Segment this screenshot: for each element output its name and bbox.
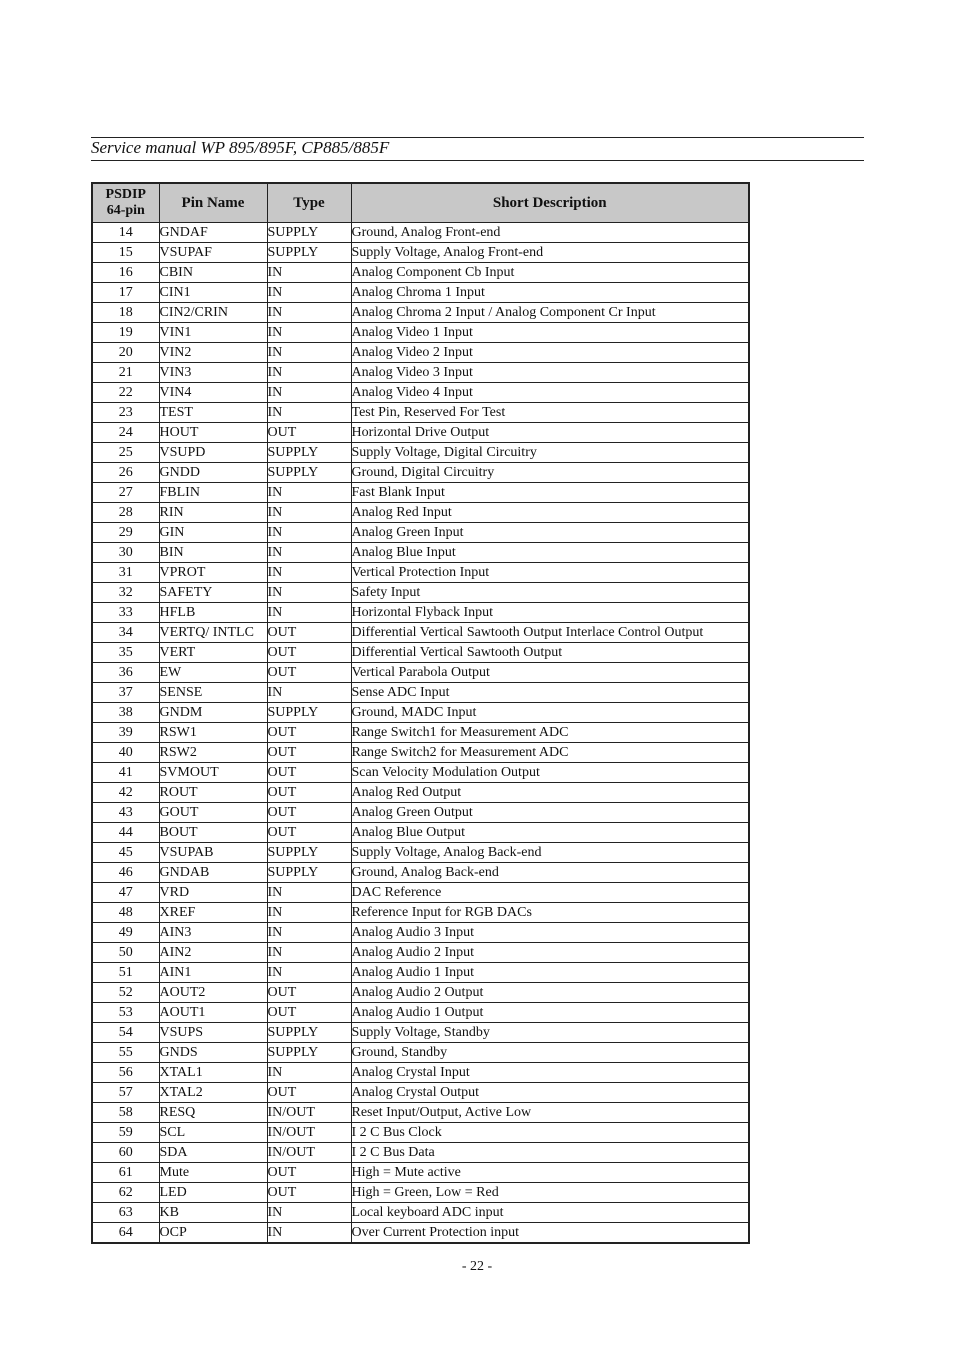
pin-number-cell: 53: [92, 1003, 159, 1023]
pin-number-cell: 31: [92, 563, 159, 583]
column-header-pin-line1: PSDIP: [105, 187, 146, 202]
pin-type-cell: SUPPLY: [267, 443, 351, 463]
pin-name-cell: VIN3: [159, 363, 267, 383]
pin-type-cell: IN: [267, 923, 351, 943]
pin-description-cell: Range Switch1 for Measurement ADC: [351, 723, 749, 743]
pin-type-cell: IN: [267, 523, 351, 543]
table-row: [92, 743, 749, 763]
pin-number-cell: 29: [92, 523, 159, 543]
pin-number-cell: 47: [92, 883, 159, 903]
pin-type-cell: SUPPLY: [267, 703, 351, 723]
pin-type-cell: SUPPLY: [267, 843, 351, 863]
table-row: [92, 883, 749, 903]
pin-name-cell: TEST: [159, 403, 267, 423]
pin-type-cell: IN: [267, 903, 351, 923]
table-row: [92, 223, 749, 243]
pin-type-cell: OUT: [267, 1183, 351, 1203]
table-row: [92, 583, 749, 603]
pin-number-cell: 55: [92, 1043, 159, 1063]
pin-number-cell: 35: [92, 643, 159, 663]
pin-type-cell: IN: [267, 683, 351, 703]
pin-number-cell: 60: [92, 1143, 159, 1163]
pin-description-cell: Ground, Analog Front-end: [351, 223, 749, 243]
pin-number-cell: 52: [92, 983, 159, 1003]
pin-number-cell: 17: [92, 283, 159, 303]
pin-number-cell: 27: [92, 483, 159, 503]
pin-name-cell: GNDM: [159, 703, 267, 723]
pin-description-cell: Vertical Protection Input: [351, 563, 749, 583]
pin-name-cell: VIN1: [159, 323, 267, 343]
pin-name-cell: GNDAB: [159, 863, 267, 883]
pin-name-cell: VPROT: [159, 563, 267, 583]
pin-description-cell: Analog Audio 1 Input: [351, 963, 749, 983]
pin-description-cell: Analog Chroma 2 Input / Analog Component Cr Input: [351, 303, 749, 323]
table-row: [92, 483, 749, 503]
pin-description-cell: Ground, Standby: [351, 1043, 749, 1063]
pin-description-cell: Analog Video 2 Input: [351, 343, 749, 363]
pin-description-cell: Differential Vertical Sawtooth Output: [351, 643, 749, 663]
pin-number-cell: 44: [92, 823, 159, 843]
pin-name-cell: VRD: [159, 883, 267, 903]
document-header: [91, 137, 864, 161]
table-row: [92, 923, 749, 943]
pin-description-cell: I 2 C Bus Clock: [351, 1123, 749, 1143]
pin-name-cell: AOUT2: [159, 983, 267, 1003]
pin-name-cell: VSUPD: [159, 443, 267, 463]
pin-name-cell: GNDAF: [159, 223, 267, 243]
document-title: Service manual WP 895/895F, CP885/885F: [91, 138, 390, 157]
pin-description-cell: Analog Audio 3 Input: [351, 923, 749, 943]
table-row: [92, 503, 749, 523]
pin-description-cell: Analog Audio 2 Output: [351, 983, 749, 1003]
table-row: [92, 1063, 749, 1083]
pin-type-cell: IN/OUT: [267, 1123, 351, 1143]
table-row: [92, 703, 749, 723]
pin-number-cell: 56: [92, 1063, 159, 1083]
pin-name-cell: LED: [159, 1183, 267, 1203]
table-row: [92, 903, 749, 923]
pin-name-cell: VIN2: [159, 343, 267, 363]
pin-type-cell: OUT: [267, 803, 351, 823]
pin-type-cell: IN: [267, 543, 351, 563]
table-row: [92, 283, 749, 303]
table-row: [92, 403, 749, 423]
pin-number-cell: 58: [92, 1103, 159, 1123]
pin-name-cell: GNDS: [159, 1043, 267, 1063]
pin-description-cell: High = Green, Low = Red: [351, 1183, 749, 1203]
pin-number-cell: 19: [92, 323, 159, 343]
pin-name-cell: SDA: [159, 1143, 267, 1163]
pin-description-cell: Analog Red Input: [351, 503, 749, 523]
pin-number-cell: 32: [92, 583, 159, 603]
table-row: [92, 783, 749, 803]
pin-name-cell: OCP: [159, 1223, 267, 1244]
pin-number-cell: 49: [92, 923, 159, 943]
pin-type-cell: IN: [267, 503, 351, 523]
pin-description-cell: Sense ADC Input: [351, 683, 749, 703]
pin-type-cell: SUPPLY: [267, 223, 351, 243]
pin-description-cell: High = Mute active: [351, 1163, 749, 1183]
pin-type-cell: IN: [267, 1203, 351, 1223]
pin-name-cell: CIN2/CRIN: [159, 303, 267, 323]
pin-name-cell: RESQ: [159, 1103, 267, 1123]
pin-name-cell: GNDD: [159, 463, 267, 483]
pin-number-cell: 23: [92, 403, 159, 423]
table-row: [92, 383, 749, 403]
table-row: [92, 1023, 749, 1043]
pin-type-cell: SUPPLY: [267, 1023, 351, 1043]
pin-type-cell: IN: [267, 963, 351, 983]
pin-number-cell: 18: [92, 303, 159, 323]
pin-number-cell: 25: [92, 443, 159, 463]
pin-number-cell: 26: [92, 463, 159, 483]
pin-name-cell: XREF: [159, 903, 267, 923]
pin-number-cell: 34: [92, 623, 159, 643]
pin-type-cell: IN: [267, 883, 351, 903]
pin-description-cell: Scan Velocity Modulation Output: [351, 763, 749, 783]
pin-number-cell: 38: [92, 703, 159, 723]
pin-name-cell: RIN: [159, 503, 267, 523]
table-row: [92, 1223, 749, 1244]
table-row: [92, 343, 749, 363]
pin-number-cell: 54: [92, 1023, 159, 1043]
pin-name-cell: XTAL2: [159, 1083, 267, 1103]
table-row: [92, 723, 749, 743]
pin-description-cell: Horizontal Drive Output: [351, 423, 749, 443]
table-row: [92, 1143, 749, 1163]
pin-number-cell: 30: [92, 543, 159, 563]
pin-name-cell: ROUT: [159, 783, 267, 803]
table-row: [92, 463, 749, 483]
pin-name-cell: EW: [159, 663, 267, 683]
pin-description-cell: Analog Audio 2 Input: [351, 943, 749, 963]
pin-name-cell: AIN3: [159, 923, 267, 943]
pin-type-cell: OUT: [267, 643, 351, 663]
pin-type-cell: IN: [267, 383, 351, 403]
table-row: [92, 1203, 749, 1223]
page-number: - 22 -: [461, 1259, 493, 1274]
pin-table: [91, 182, 750, 1244]
table-row: [92, 363, 749, 383]
pin-type-cell: OUT: [267, 763, 351, 783]
table-row: [92, 423, 749, 443]
pin-number-cell: 42: [92, 783, 159, 803]
pin-name-cell: SENSE: [159, 683, 267, 703]
pin-number-cell: 64: [92, 1223, 159, 1244]
table-row: [92, 983, 749, 1003]
pin-type-cell: SUPPLY: [267, 863, 351, 883]
pin-name-cell: CBIN: [159, 263, 267, 283]
table-row: [92, 303, 749, 323]
table-header-row: [92, 183, 749, 223]
pin-name-cell: VSUPAF: [159, 243, 267, 263]
pin-type-cell: OUT: [267, 423, 351, 443]
pin-name-cell: SAFETY: [159, 583, 267, 603]
pin-number-cell: 40: [92, 743, 159, 763]
pin-name-cell: GOUT: [159, 803, 267, 823]
pin-number-cell: 43: [92, 803, 159, 823]
pin-name-cell: RSW1: [159, 723, 267, 743]
pin-name-cell: VSUPAB: [159, 843, 267, 863]
pin-name-cell: HOUT: [159, 423, 267, 443]
pin-type-cell: IN: [267, 1063, 351, 1083]
pin-name-cell: SCL: [159, 1123, 267, 1143]
pin-name-cell: HFLB: [159, 603, 267, 623]
pin-name-cell: XTAL1: [159, 1063, 267, 1083]
pin-number-cell: 51: [92, 963, 159, 983]
pin-type-cell: OUT: [267, 983, 351, 1003]
pin-number-cell: 50: [92, 943, 159, 963]
table-row: [92, 663, 749, 683]
pin-name-cell: CIN1: [159, 283, 267, 303]
pin-description-cell: Analog Blue Input: [351, 543, 749, 563]
pin-name-cell: AIN2: [159, 943, 267, 963]
table-row: [92, 763, 749, 783]
pin-name-cell: AOUT1: [159, 1003, 267, 1023]
pin-type-cell: IN: [267, 583, 351, 603]
pin-description-cell: Supply Voltage, Analog Back-end: [351, 843, 749, 863]
pin-type-cell: IN: [267, 363, 351, 383]
pin-type-cell: IN: [267, 943, 351, 963]
pin-number-cell: 36: [92, 663, 159, 683]
pin-number-cell: 28: [92, 503, 159, 523]
pin-description-cell: Analog Component Cb Input: [351, 263, 749, 283]
pin-number-cell: 16: [92, 263, 159, 283]
pin-description-cell: Analog Video 4 Input: [351, 383, 749, 403]
pin-description-cell: Reference Input for RGB DACs: [351, 903, 749, 923]
pin-description-cell: Supply Voltage, Digital Circuitry: [351, 443, 749, 463]
pin-name-cell: KB: [159, 1203, 267, 1223]
pin-number-cell: 59: [92, 1123, 159, 1143]
pin-number-cell: 24: [92, 423, 159, 443]
table-row: [92, 1123, 749, 1143]
table-row: [92, 1163, 749, 1183]
pin-type-cell: OUT: [267, 623, 351, 643]
pin-type-cell: IN: [267, 323, 351, 343]
pin-name-cell: GIN: [159, 523, 267, 543]
pin-number-cell: 45: [92, 843, 159, 863]
column-header-name: Pin Name: [159, 183, 267, 223]
pin-type-cell: IN: [267, 303, 351, 323]
pin-description-cell: DAC Reference: [351, 883, 749, 903]
pin-type-cell: OUT: [267, 823, 351, 843]
pin-description-cell: Differential Vertical Sawtooth Output Interlace Control Output: [351, 623, 749, 643]
table-row: [92, 683, 749, 703]
pin-type-cell: IN: [267, 263, 351, 283]
table-row: [92, 1083, 749, 1103]
table-row: [92, 843, 749, 863]
table-row: [92, 523, 749, 543]
table-row: [92, 323, 749, 343]
pin-type-cell: OUT: [267, 1083, 351, 1103]
pin-number-cell: 62: [92, 1183, 159, 1203]
table-row: [92, 943, 749, 963]
pin-type-cell: OUT: [267, 743, 351, 763]
pin-description-cell: Ground, Analog Back-end: [351, 863, 749, 883]
pin-description-cell: Supply Voltage, Analog Front-end: [351, 243, 749, 263]
pin-description-cell: Range Switch2 for Measurement ADC: [351, 743, 749, 763]
pin-name-cell: VSUPS: [159, 1023, 267, 1043]
pin-name-cell: BOUT: [159, 823, 267, 843]
pin-name-cell: AIN1: [159, 963, 267, 983]
pin-name-cell: VERT: [159, 643, 267, 663]
table-row: [92, 643, 749, 663]
pin-type-cell: IN/OUT: [267, 1143, 351, 1163]
table-row: [92, 803, 749, 823]
pin-number-cell: 22: [92, 383, 159, 403]
pin-number-cell: 15: [92, 243, 159, 263]
table-row: [92, 603, 749, 623]
column-header-pin-line2: 64-pin: [106, 203, 145, 218]
pin-number-cell: 46: [92, 863, 159, 883]
pin-type-cell: IN: [267, 283, 351, 303]
pin-description-cell: Test Pin, Reserved For Test: [351, 403, 749, 423]
pin-type-cell: SUPPLY: [267, 463, 351, 483]
pin-description-cell: I 2 C Bus Data: [351, 1143, 749, 1163]
pin-type-cell: SUPPLY: [267, 1043, 351, 1063]
pin-description-cell: Fast Blank Input: [351, 483, 749, 503]
pin-number-cell: 33: [92, 603, 159, 623]
table-row: [92, 1183, 749, 1203]
pin-description-cell: Analog Audio 1 Output: [351, 1003, 749, 1023]
pin-name-cell: BIN: [159, 543, 267, 563]
pin-type-cell: OUT: [267, 1163, 351, 1183]
pin-number-cell: 37: [92, 683, 159, 703]
pin-type-cell: OUT: [267, 723, 351, 743]
pin-description-cell: Ground, MADC Input: [351, 703, 749, 723]
table-row: [92, 1103, 749, 1123]
pin-description-cell: Analog Chroma 1 Input: [351, 283, 749, 303]
pin-type-cell: OUT: [267, 663, 351, 683]
pin-name-cell: FBLIN: [159, 483, 267, 503]
pin-description-cell: Over Current Protection input: [351, 1223, 749, 1244]
pin-name-cell: VIN4: [159, 383, 267, 403]
column-header-type: Type: [267, 183, 351, 223]
pin-name-cell: RSW2: [159, 743, 267, 763]
column-header-description: Short Description: [351, 183, 749, 223]
pin-type-cell: OUT: [267, 783, 351, 803]
pin-description-cell: Analog Red Output: [351, 783, 749, 803]
pin-description-cell: Analog Video 3 Input: [351, 363, 749, 383]
pin-type-cell: IN/OUT: [267, 1103, 351, 1123]
table-row: [92, 563, 749, 583]
pin-description-cell: Reset Input/Output, Active Low: [351, 1103, 749, 1123]
pin-description-cell: Analog Blue Output: [351, 823, 749, 843]
table-row: [92, 863, 749, 883]
pin-name-cell: Mute: [159, 1163, 267, 1183]
pin-description-cell: Supply Voltage, Standby: [351, 1023, 749, 1043]
table-row: [92, 963, 749, 983]
pin-description-cell: Safety Input: [351, 583, 749, 603]
table-row: [92, 443, 749, 463]
table-row: [92, 1043, 749, 1063]
pin-number-cell: 21: [92, 363, 159, 383]
pin-number-cell: 57: [92, 1083, 159, 1103]
pin-description-cell: Analog Green Input: [351, 523, 749, 543]
pin-type-cell: IN: [267, 343, 351, 363]
pin-number-cell: 20: [92, 343, 159, 363]
pin-name-cell: SVMOUT: [159, 763, 267, 783]
pin-description-cell: Analog Crystal Input: [351, 1063, 749, 1083]
pin-number-cell: 48: [92, 903, 159, 923]
pin-name-cell: VERTQ/ INTLC: [159, 623, 267, 643]
table-row: [92, 823, 749, 843]
pin-number-cell: 14: [92, 223, 159, 243]
pin-type-cell: SUPPLY: [267, 243, 351, 263]
pin-type-cell: IN: [267, 403, 351, 423]
pin-description-cell: Vertical Parabola Output: [351, 663, 749, 683]
pin-description-cell: Horizontal Flyback Input: [351, 603, 749, 623]
pin-number-cell: 41: [92, 763, 159, 783]
pin-type-cell: IN: [267, 603, 351, 623]
pin-number-cell: 63: [92, 1203, 159, 1223]
pin-type-cell: IN: [267, 483, 351, 503]
table-row: [92, 1003, 749, 1023]
pin-type-cell: IN: [267, 1223, 351, 1244]
pin-description-cell: Analog Video 1 Input: [351, 323, 749, 343]
pin-description-cell: Analog Crystal Output: [351, 1083, 749, 1103]
column-header-pin: [92, 183, 159, 223]
pin-number-cell: 61: [92, 1163, 159, 1183]
pin-number-cell: 39: [92, 723, 159, 743]
pin-description-cell: Analog Green Output: [351, 803, 749, 823]
pin-description-cell: Ground, Digital Circuitry: [351, 463, 749, 483]
pin-type-cell: OUT: [267, 1003, 351, 1023]
pin-description-cell: Local keyboard ADC input: [351, 1203, 749, 1223]
table-row: [92, 623, 749, 643]
table-row: [92, 263, 749, 283]
pin-type-cell: IN: [267, 563, 351, 583]
table-row: [92, 243, 749, 263]
table-row: [92, 543, 749, 563]
